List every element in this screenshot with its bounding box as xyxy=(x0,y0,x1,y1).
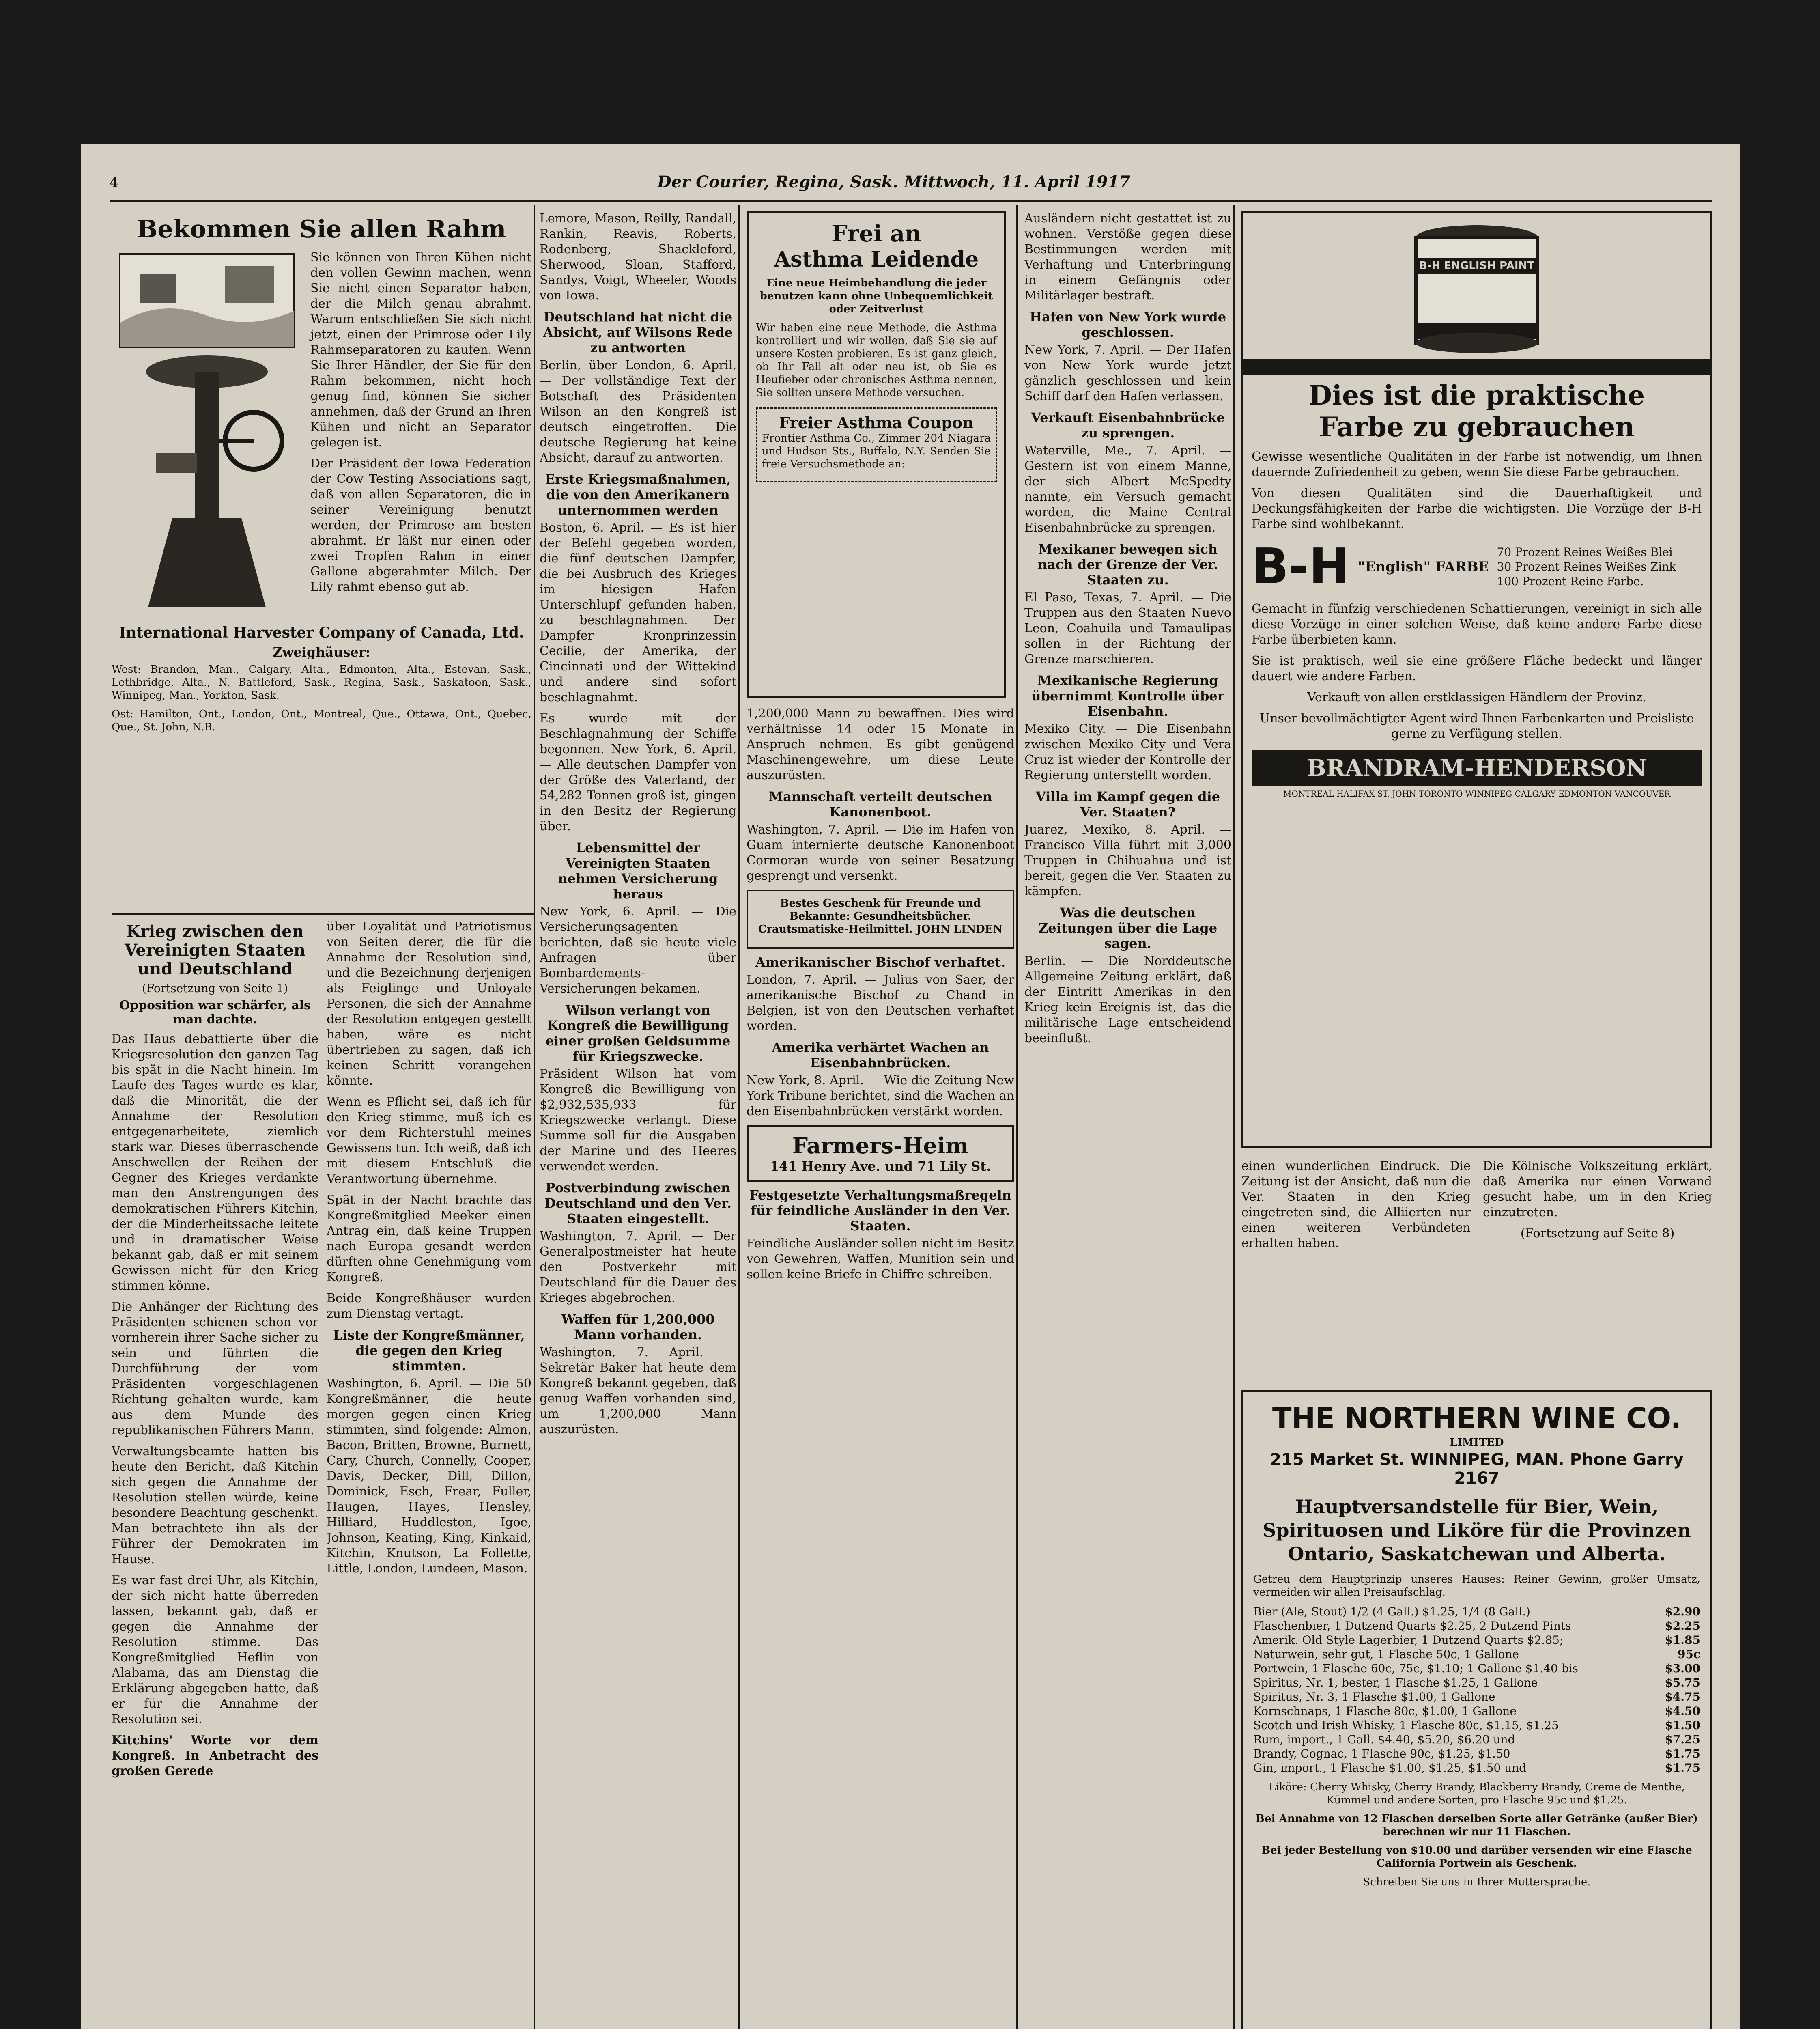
article-subhead: Was die deutschen Zeitungen über die Lage sagen. xyxy=(1038,905,1218,951)
branches-east: Ost: Hamilton, Ont., London, Ont., Montreal, Que., Ottawa, Ont., Quebec, Que., St. John, N.B. xyxy=(112,708,531,733)
asthma-ad xyxy=(747,211,1006,698)
article-paragraph: Es war fast drei Uhr, als Kitchin, der sich nicht hatte überreden lassen, bekannt gab, daß er gegen die Annahme der Resolution stimme. Das Kongreßmitglied Heflin von Alabama, das am Dienstag die Erklärung abgegeben hatte, daß er für die Annahme der Resolution sei. xyxy=(112,1573,318,1726)
article-paragraph: Spät in der Nacht brachte das Kongreßmitglied Meeker einen Antrag ein, daß keine Truppen nach Europa gesandt werden dürften ohne Genehmigung vom Kongreß. xyxy=(327,1193,531,1284)
war-headline: Krieg zwischen den Vereinigten Staaten und Deutschland xyxy=(125,922,305,978)
article-paragraph: New York, 6. April. — Die Versicherungsagenten berichten, daß sie heute viele Anfragen über Bombardements-Versicherungen bekamen. xyxy=(540,905,736,996)
wine-liqueurs: Liköre: Cherry Whisky, Cherry Brandy, Blackberry Brandy, Creme de Menthe, Kümmel und andere Sorten, pro Flasche 95c und $1.25. xyxy=(1269,1781,1685,1806)
can-label: B-H ENGLISH PAINT xyxy=(1419,260,1535,272)
article-paragraph: Ausländern nicht gestattet ist zu wohnen. Verstöße gegen diese Bestimmungen werden mit Verhaftung und Unterbringung in einem Gefängnis oder Militärlager bestraft. xyxy=(1024,211,1231,303)
article-paragraph: Kitchins' Worte vor dem Kongreß. In Anbetracht des großen Gerede xyxy=(112,1733,318,1778)
article-paragraph: Washington, 7. April. — Der Generalpostmeister hat heute den Postverkehr mit Deutschland für die Dauer des Krieges abgebrochen. xyxy=(540,1229,736,1305)
continued-note: (Fortsetzung auf Seite 8) xyxy=(1520,1226,1675,1241)
hotel-address: 141 Henry Ave. und 71 Lily St. xyxy=(770,1159,991,1174)
article-paragraph: Waterville, Me., 7. April. — Gestern ist von einem Manne, der sich Albert McSpedty nannte, ein Versuch gemacht worden, die Maine Central Eisenbahnbrücke zu sprengen. xyxy=(1024,444,1231,535)
english-farbe: "English" FARBE xyxy=(1357,558,1489,575)
price-value: $3.00 xyxy=(1665,1662,1700,1675)
article-subhead: Lebensmittel der Vereinigten Staaten nehmen Versicherung heraus xyxy=(558,840,718,902)
article-paragraph: Berlin. — Die Norddeutsche Allgemeine Zeitung erklärt, daß der Eintritt Amerikas in den Krieg kein Ereignis ist, das die militärische Lage entscheidend beeinflußt. xyxy=(1024,954,1231,1045)
article-paragraph: Beide Kongreßhäuser wurden zum Dienstag vertagt. xyxy=(327,1291,531,1321)
price-value: $5.75 xyxy=(1665,1676,1700,1689)
paint-headline: Dies ist die praktische xyxy=(1308,379,1645,411)
price-row xyxy=(1253,1619,1700,1633)
war-article-continued xyxy=(327,919,531,2029)
wine-slogan: Hauptversandstelle für Bier, Wein, Spirituosen und Liköre für die Provinzen Ontario, Saskatchewan und Alberta. xyxy=(1263,1496,1691,1565)
price-row xyxy=(1253,1605,1700,1619)
northern-wine-ad xyxy=(1241,1390,1712,2029)
linden-text: Bestes Geschenk für Freunde und Bekannte: Gesundheitsbücher. Crautsmatiske-Heilmittel. JOHN LINDEN xyxy=(758,897,1003,935)
formula-line: 70 Prozent Reines Weißes Blei xyxy=(1497,545,1673,559)
wine-note: Bei Annahme von 12 Flaschen derselben Sorte aller Getränke (außer Bier) berechnen wir nur 11 Flaschen. xyxy=(1256,1813,1698,1838)
paint-agent: Unser bevollmächtigter Agent wird Ihnen Farbenkarten und Preisliste gerne zu Verfügung stellen. xyxy=(1259,711,1694,741)
column-divider xyxy=(534,205,535,2029)
price-item: Spiritus, Nr. 1, bester, 1 Flasche $1.25, 1 Gallone xyxy=(1253,1676,1538,1689)
article-subhead: Deutschland hat nicht die Absicht, auf Wilsons Rede zu antworten xyxy=(543,309,733,355)
price-value: $2.90 xyxy=(1665,1605,1700,1618)
separator-illustration xyxy=(112,250,302,617)
article-subhead: Verkauft Eisenbahnbrücke zu sprengen. xyxy=(1031,410,1225,441)
article-paragraph: Wenn es Pflicht sei, daß ich für den Krieg stimme, muß ich es vor dem Richterstuhl meines Gewissens tun. Ich weiß, daß ich mit diesem Entschluß die Verantwortung übernehme. xyxy=(327,1095,531,1186)
branches-label: Zweighäuser: xyxy=(273,644,370,660)
price-value: $4.50 xyxy=(1665,1704,1700,1718)
price-row xyxy=(1253,1676,1700,1690)
wine-address: 215 Market St. WINNIPEG, MAN. Phone Garry 2167 xyxy=(1270,1450,1684,1488)
formula-line: 30 Prozent Reines Weißes Zink xyxy=(1497,560,1676,573)
article-paragraph: Washington, 7. April. — Sekretär Baker hat heute dem Kongreß bekannt gegeben, daß genug Waffen vorhanden sind, um 1,200,000 Mann auszurüsten. xyxy=(540,1345,736,1437)
price-row xyxy=(1253,1732,1700,1747)
article-subhead: Villa im Kampf gegen die Ver. Staaten? xyxy=(1035,789,1220,820)
asthma-headline: Asthma Leidende xyxy=(774,247,979,272)
branches-west: West: Brandon, Man., Calgary, Alta., Edmonton, Alta., Estevan, Sask., Lethbridge, Alta., N. Battleford, Sask., Regina, Sask., Saskatoon, Sask., Winnipeg, Man., Yorkton, Sask. xyxy=(112,663,531,702)
price-row xyxy=(1253,1647,1700,1661)
price-row xyxy=(1253,1661,1700,1676)
article-paragraph: Feindliche Ausländer sollen nicht im Besitz von Gewehren, Waffen, Munition sein und sollen keine Briefe in Chiffre schreiben. xyxy=(747,1236,1014,1282)
article-paragraph: Juarez, Mexiko, 8. April. — Francisco Villa führt mit 3,000 Truppen in Chihuahua und ist bereit, gegen die Ver. Staaten zu kämpfen. xyxy=(1024,823,1231,898)
price-item: Portwein, 1 Flasche 60c, 75c, $1.10; 1 Gallone $1.40 bis xyxy=(1253,1662,1578,1675)
article-subhead: Amerikanischer Bischof verhaftet. xyxy=(755,954,1006,970)
hotel-title: Farmers-Heim xyxy=(792,1133,969,1159)
price-row xyxy=(1253,1690,1700,1704)
masthead-title: Der Courier, Regina, Sask. Mittwoch, 11. April 1917 xyxy=(657,172,1131,192)
article-paragraph: Präsident Wilson hat vom Kongreß die Bewilligung von $2,932,535,933 für Kriegszwecke verlangt. Diese Summe soll für die Ausgaben der Marine und des Heeres verwendet werden. xyxy=(540,1067,736,1174)
article-subhead: Postverbindung zwischen Deutschland und den Ver. Staaten eingestellt. xyxy=(544,1180,732,1226)
cream-ad-text: Sie können von Ihren Kühen nicht den vollen Gewinn machen, wenn Sie nicht einen Separator haben, der die Milch genau abrahmt. Warum entschließen Sie sich nicht jetzt, einen der Primrose oder Lily Rahmseparatoren zu kaufen. Wenn Sie Ihrer Händler, der Sie für den Rahm bekommen, nicht hoch genug find, können Sie sicher annehmen, daß der Grund an Ihren Kühen und nicht an Separator gelegen ist. xyxy=(310,250,531,450)
article-paragraph: New York, 8. April. — Wie die Zeitung New York Tribune berichtet, sind die Wachen an den Eisenbahnbrücken verstärkt worden. xyxy=(747,1073,1014,1118)
news-column-3 xyxy=(540,211,736,2029)
article-paragraph: Es wurde mit der Beschlagnahmung der Schiffe begonnen. New York, 6. April. — Alle deutschen Dampfer von der Größe des Vaterland, der 54,282 Tonnen groß ist, gingen in den Besitz der Regierung über. xyxy=(540,711,736,834)
price-item: Bier (Ale, Stout) 1/2 (4 Gall.) $1.25, 1/4 (8 Gall.) xyxy=(1253,1605,1530,1618)
price-value: 95c xyxy=(1677,1648,1700,1661)
price-item: Amerik. Old Style Lagerbier, 1 Dutzend Quarts $2.85; xyxy=(1253,1633,1564,1647)
asthma-coupon[interactable] xyxy=(756,407,997,482)
asthma-intro: Eine neue Heimbehandlung die jeder benutzen kann ohne Unbequemlichkeit oder Zeitverlust xyxy=(759,277,993,315)
paint-text: Gewisse wesentliche Qualitäten in der Farbe ist notwendig, um Ihnen dauernde Zufriedenheit zu geben, wenn Sie diese Farbe gebrauchen. xyxy=(1252,450,1702,479)
article-subhead: Mexikaner bewegen sich nach der Grenze der Ver. Staaten zu. xyxy=(1037,541,1218,588)
article-paragraph: El Paso, Texas, 7. April. — Die Truppen aus den Staaten Nuevo Leon, Coahuila und Tamaulipas sollen in der Richtung der Grenze marschieren. xyxy=(1024,590,1231,666)
newspaper-page xyxy=(81,144,1740,2029)
asthma-body: Wir haben eine neue Methode, die Asthma kontrolliert und wir wollen, daß Sie sie auf unsere Kosten probieren. Es ist ganz gleich, ob Ihr Fall alt oder neu ist, ob Sie es Heufieber oder chronisches Asthma nennen, Sie sollten unsere Methode versuchen. xyxy=(756,322,997,399)
price-item: Brandy, Cognac, 1 Flasche 90c, $1.25, $1.50 xyxy=(1253,1747,1510,1760)
price-item: Gin, import., 1 Flasche $1.00, $1.25, $1.50 und xyxy=(1253,1761,1527,1775)
article-paragraph: Berlin, über London, 6. April. — Der vollständige Text der Botschaft des Präsidenten Wilson an den Kongreß ist deutsch eingetroffen. Die deutsche Regierung hat keine Absicht, darauf zu antworten. xyxy=(540,358,736,465)
war-article xyxy=(112,919,318,2029)
paint-can-icon xyxy=(1404,221,1550,355)
coupon-title: Freier Asthma Coupon xyxy=(779,414,974,432)
paint-can-illustration xyxy=(1252,221,1702,355)
paint-headline: Farbe zu gebrauchen xyxy=(1319,411,1635,443)
section-rule xyxy=(112,913,534,915)
separator-machine-icon xyxy=(112,250,302,615)
masthead xyxy=(81,170,1740,199)
article-subhead: Hafen von New York wurde geschlossen. xyxy=(1029,309,1226,340)
article-subhead: Mannschaft verteilt deutschen Kanonenboot. xyxy=(768,789,992,820)
news-column-5 xyxy=(1024,211,1231,2029)
price-value: $2.25 xyxy=(1665,1619,1700,1633)
article-subhead: Erste Kriegsmaßnahmen, die von den Amerikanern unternommen werden xyxy=(545,472,731,518)
article-paragraph: Die Kölnische Volkszeitung erklärt, daß Amerika nur einen Vorwand gesucht habe, um in den Krieg einzutreten. xyxy=(1483,1159,1712,1219)
black-band xyxy=(1243,359,1710,375)
price-value: $1.50 xyxy=(1665,1719,1700,1732)
page-number: 4 xyxy=(110,174,118,191)
price-row xyxy=(1253,1761,1700,1775)
article-subhead: Waffen für 1,200,000 Mann vorhanden. xyxy=(561,1312,715,1342)
article-subhead: Amerika verhärtet Wachen an Eisenbahnbrücken. xyxy=(772,1040,989,1071)
article-paragraph: Washington, 7. April. — Die im Hafen von Guam internierte deutsche Kanonenboot Cormoran wurde von seiner Besatzung gesprengt und versenkt. xyxy=(747,823,1014,883)
wine-note: Bei jeder Bestellung von $10.00 und darüber versenden wir eine Flasche California Portwein als Geschenk. xyxy=(1261,1844,1692,1870)
cream-ad-headline: Bekommen Sie allen Rahm xyxy=(137,215,506,243)
price-value: $1.75 xyxy=(1665,1761,1700,1775)
wine-limited: LIMITED xyxy=(1450,1437,1504,1449)
masthead-rule xyxy=(110,200,1712,202)
column-divider xyxy=(1016,205,1018,2029)
price-item: Naturwein, sehr gut, 1 Flasche 50c, 1 Gallone xyxy=(1253,1648,1519,1661)
price-value: $4.75 xyxy=(1665,1690,1700,1704)
paint-text: Von diesen Qualitäten sind die Dauerhaftigkeit und Deckungsfähigkeiten der Farbe die wichtigsten. Die Vorzüge der B-H Farbe sind wohlbekannt. xyxy=(1252,486,1702,531)
article-paragraph: Verwaltungsbeamte hatten bis heute den Bericht, daß Kitchin sich gegen die Annahme der Resolution stellen würde, keine besondere Beachtung geschenkt. Man betrachtete ihn als der Führer der Demokraten im Hause. xyxy=(112,1444,318,1566)
cream-ad-text: Der Präsident der Iowa Federation der Cow Testing Associations sagt, daß von allen Separatoren, die in seiner Vereinigung benutzt werden, der Primrose am besten abrahmt. Er läßt nur einen oder zwei Tropfen Rahm in einer Gallone abgerahmter Milch. Der Lily rahmt ebenso gut ab. xyxy=(310,457,531,594)
paint-text: Sie ist praktisch, weil sie eine größere Fläche bedeckt und länger dauert wie andere Farben. xyxy=(1252,654,1702,683)
article-subhead: Wilson verlangt von Kongreß die Bewilligung einer großen Geldsumme für Kriegszwecke. xyxy=(545,1002,731,1064)
paint-sold: Verkauft von allen erstklassigen Händlern der Provinz. xyxy=(1307,690,1646,704)
column-divider xyxy=(738,205,740,2029)
price-item: Scotch und Irish Whisky, 1 Flasche 80c, $1.15, $1.25 xyxy=(1253,1719,1559,1732)
continued-note: (Fortsetzung von Seite 1) xyxy=(142,982,288,995)
coupon-text: Frontier Asthma Co., Zimmer 204 Niagara und Hudson Sts., Buffalo, N.Y. Senden Sie freie Versuchsmethode an: xyxy=(762,432,991,470)
article-subhead: Festgesetzte Verhaltungsmaßregeln für feindliche Ausländer in den Ver. Staaten. xyxy=(749,1187,1011,1234)
price-item: Flaschenbier, 1 Dutzend Quarts $2.25, 2 Dutzend Pints xyxy=(1253,1619,1571,1633)
bh-logo: B-H xyxy=(1252,538,1350,595)
formula-line: 100 Prozent Reine Farbe. xyxy=(1497,574,1644,588)
price-row xyxy=(1253,1718,1700,1732)
article-paragraph: Das Haus debattierte über die Kriegsresolution den ganzen Tag bis spät in die Nacht hinein. Im Laufe des Tages wurde es klar, daß die Minorität, die der Annahme der Resolution entgegenarbeitete, ziemlich stark war. Dieses überraschende Anschwellen der Reihen der Gegner des Krieges verdankte man den Anstrengungen des demokratischen Führers Kitchin, der die Minderheitssache leitete und in dramatischer Weise bekannt gab, daß er mit seinem Gewissen nicht für den Krieg stimmen könne. xyxy=(112,1032,318,1293)
news-column-6 xyxy=(1241,1159,1712,1386)
asthma-headline: Frei an xyxy=(831,220,921,247)
column-divider xyxy=(1233,205,1235,2029)
price-row xyxy=(1253,1633,1700,1647)
article-paragraph: Lemore, Mason, Reilly, Randall, Rankin, Reavis, Roberts, Rodenberg, Shackleford, Sherwood, Sloan, Stafford, Sandys, Voigt, Wheeler, Woods von Iowa. xyxy=(540,211,736,303)
article-subhead: Mexikanische Regierung übernimmt Kontrolle über Eisenbahn. xyxy=(1031,673,1224,719)
news-column-4 xyxy=(747,211,1014,2029)
brandram-logo: BRANDRAM-HENDERSON xyxy=(1252,750,1702,786)
wine-company: THE NORTHERN WINE CO. xyxy=(1272,1402,1682,1435)
article-paragraph: über Loyalität und Patriotismus von Seiten derer, die für die Annahme der Resolution sind, und die Bezeichnung derjenigen als Feiglinge und Unloyale Personen, die sich der Annahme der Resolution entgegen gestellt haben, wäre es nicht übertrieben zu sagen, daß ich keinen Schritt vorangehen könnte. xyxy=(327,920,531,1088)
price-value: $7.25 xyxy=(1665,1733,1700,1746)
war-subhead: Opposition war schärfer, als man dachte. xyxy=(119,998,311,1027)
wine-intro: Getreu dem Hauptprinzip unseres Hauses: Reiner Gewinn, großer Umsatz, vermeiden wir allen Preisaufschlag. xyxy=(1253,1573,1700,1598)
price-item: Rum, import., 1 Gall. $4.40, $5.20, $6.20 und xyxy=(1253,1733,1515,1746)
price-list xyxy=(1253,1605,1700,1775)
article-paragraph: New York, 7. April. — Der Hafen von New York wurde jetzt gänzlich geschlossen und kein Schiff darf den Hafen verlassen. xyxy=(1024,343,1231,403)
paint-text: Gemacht in fünfzig verschiedenen Schattierungen, vereinigt in sich alle diese Vorzüge in einer solchen Weise, daß keine andere Farbe diese Farbe überbieten kann. xyxy=(1252,602,1702,647)
paint-ad xyxy=(1241,211,1712,1148)
price-row xyxy=(1253,1747,1700,1761)
price-item: Spiritus, Nr. 3, 1 Flasche $1.00, 1 Gallone xyxy=(1253,1690,1495,1704)
article-paragraph: Boston, 6. April. — Es ist hier der Befehl gegeben worden, die fünf deutschen Dampfer, die bei Ausbruch des Krieges im hiesigen Hafen Unterschlupf gefunden haben, zu beschlagnahmen. Der Dampfer Kronprinzessin Cecilie, der Amerika, der Cincinnati und der Wittekind und andere sind sofort beschlagnahmt. xyxy=(540,521,736,704)
article-paragraph: Mexiko City. — Die Eisenbahn zwischen Mexiko City und Vera Cruz ist wieder der Kontrolle der Regierung unterstellt worden. xyxy=(1024,722,1231,782)
article-paragraph: Washington, 6. April. — Die 50 Kongreßmänner, die heute morgen gegen einen Krieg stimmten, sind folgende: Almon, Bacon, Britten, Browne, Burnett, Cary, Church, Connelly, Cooper, Davis, Decker, Dill, Dillon, Dominick, Esch, Frear, Fuller, Haugen, Hayes, Hensley, Hilliard, Huddleston, Igoe, Johnson, Keating, King, Kinkaid, Kitchin, Knutson, La Follette, Little, London, Lundeen, Mason. xyxy=(327,1376,531,1576)
price-value: $1.75 xyxy=(1665,1747,1700,1760)
price-row xyxy=(1253,1704,1700,1718)
linden-ad xyxy=(747,890,1014,949)
price-value: $1.85 xyxy=(1665,1633,1700,1647)
brandram-cities: MONTREAL HALIFAX ST. JOHN TORONTO WINNIPEG CALGARY EDMONTON VANCOUVER xyxy=(1283,789,1671,799)
article-paragraph: einen wunderlichen Eindruck. Die Zeitung ist der Ansicht, daß nun die Ver. Staaten in den Krieg eingetreten sind, die Alliierten nur einen weiteren Verbündeten erhalten haben. xyxy=(1241,1159,1471,1250)
paint-formula xyxy=(1252,538,1702,595)
article-paragraph: Die Anhänger der Richtung des Präsidenten schienen schon vor vornherein ihrer Sache sicher zu sein und führten die Durchführung der vom Präsidenten vorgeschlagenen Richtung gehalten wurde, kam aus dem Munde des republikanischen Führers Mann. xyxy=(112,1300,318,1437)
article-paragraph: London, 7. April. — Julius von Saer, der amerikanische Bischof zu Chand in Belgien, ist von den Deutschen verhaftet worden. xyxy=(747,973,1014,1033)
farmers-heim-ad xyxy=(747,1125,1014,1182)
price-item: Kornschnaps, 1 Flasche 80c, $1.00, 1 Gallone xyxy=(1253,1704,1517,1718)
article-subhead: Liste der Kongreßmänner, die gegen den Krieg stimmten. xyxy=(333,1327,525,1374)
wine-note: Schreiben Sie uns in Ihrer Muttersprache. xyxy=(1363,1876,1591,1888)
article-paragraph: 1,200,000 Mann zu bewaffnen. Dies wird verhältnisse 14 oder 15 Monate in Anspruch nehmen. Es gibt genügend Maschinengewehre, um diese Leute auszurüsten. xyxy=(747,706,1014,782)
harvester-company: International Harvester Company of Canada, Ltd. xyxy=(119,624,524,641)
cream-separator-ad xyxy=(112,211,531,909)
